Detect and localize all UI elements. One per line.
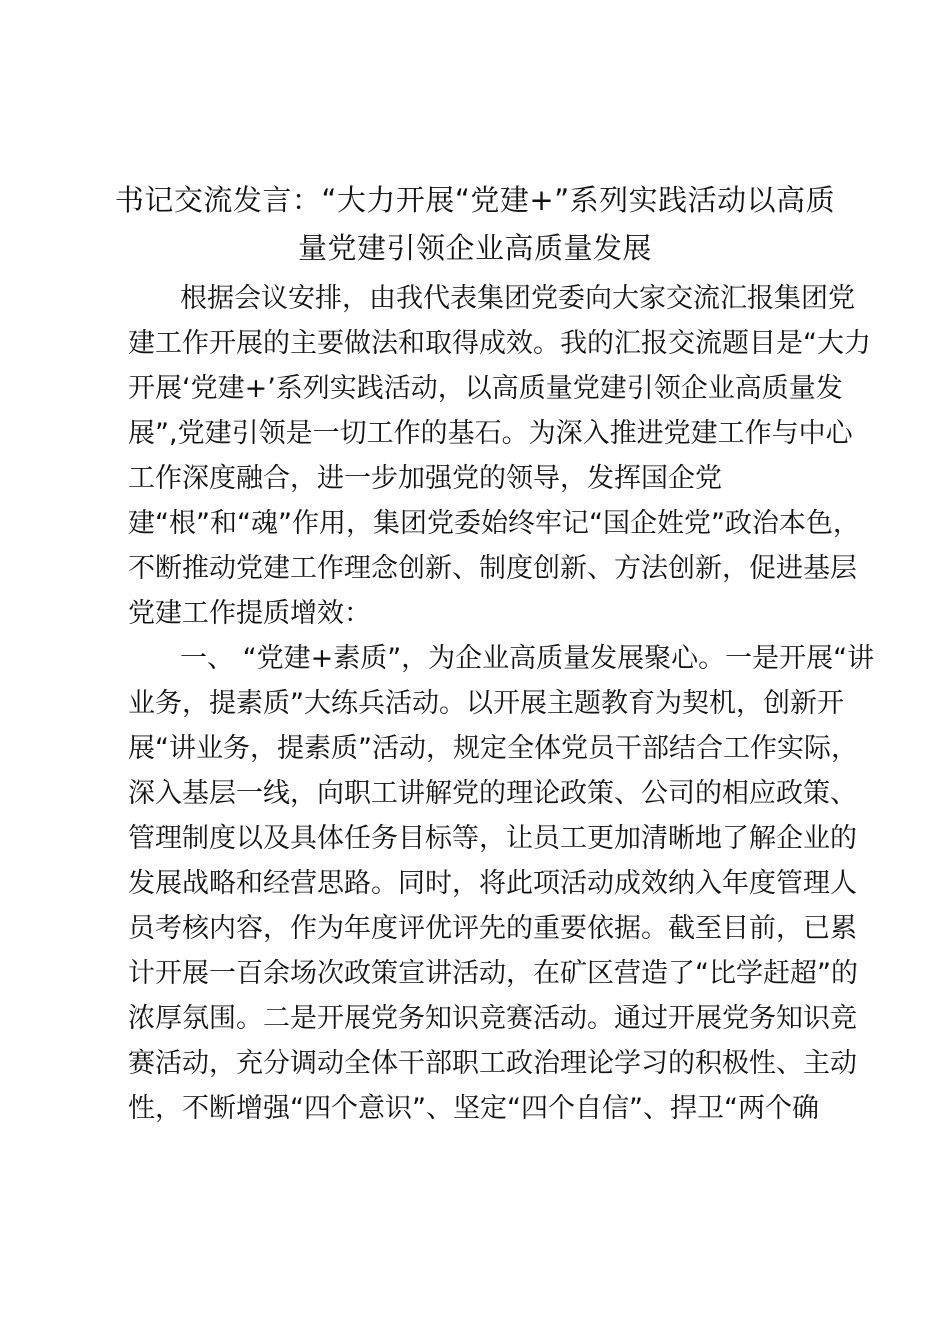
- body-line-5: 工作深度融合，进一步加强党的领导，发挥国企党: [128, 463, 722, 494]
- body-line-1: 根据会议安排，由我代表集团党委向大家交流汇报集团党: [180, 283, 855, 314]
- body-line-4: 展”,党建引领是一切工作的基石。为深入推进党建工作与中心: [128, 418, 853, 449]
- body-line-7: 不断推动党建工作理念创新、制度创新、方法创新，促进基层: [128, 553, 857, 584]
- body-line-6: 建“根”和“魂”作用，集团党委始终牢记“国企姓党”政治本色，: [128, 508, 860, 539]
- document-title-line-2: 量党建引领企业高质量发展: [297, 231, 652, 265]
- body-line-10: 业务，提素质”大练兵活动。以开展主题教育为契机，创新开: [128, 688, 844, 719]
- body-line-17: 浓厚氛围。二是开展党务知识竞赛活动。通过开展党务知识竞: [128, 1003, 857, 1034]
- body-line-12: 深入基层一线，向职工讲解党的理论政策、公司的相应政策、: [128, 778, 857, 809]
- body-line-19: 性，不断增强“四个意识”、坚定“四个自信”、捍卫“两个确: [128, 1093, 819, 1124]
- body-line-18: 赛活动，充分调动全体干部职工政治理论学习的积极性、主动: [128, 1048, 857, 1079]
- body-line-2: 建工作开展的主要做法和取得成效。我的汇报交流题目是“大力: [128, 328, 871, 359]
- body-line-11: 展“讲业务，提素质”活动，规定全体党员干部结合工作实际，: [128, 733, 858, 764]
- body-line-9: 一、 “党建+素质”，为企业高质量发展聚心。一是开展“讲: [180, 643, 875, 674]
- body-line-13: 管理制度以及具体任务目标等，让员工更加清晰地了解企业的: [128, 823, 857, 854]
- document-title-line-1: 书记交流发言：“大力开展“党建+”系列实践活动以高质: [114, 183, 836, 217]
- body-line-14: 发展战略和经营思路。同时，将此项活动成效纳入年度管理人: [128, 868, 857, 899]
- body-line-3: 开展‘党建+’系列实践活动，以高质量党建引领企业高质量发: [128, 373, 843, 404]
- body-line-16: 计开展一百余场次政策宣讲活动，在矿区营造了“比学赶超”的: [128, 958, 858, 989]
- body-line-15: 员考核内容，作为年度评优评先的重要依据。截至目前，已累: [128, 913, 857, 944]
- body-line-8: 党建工作提质增效：: [128, 598, 371, 629]
